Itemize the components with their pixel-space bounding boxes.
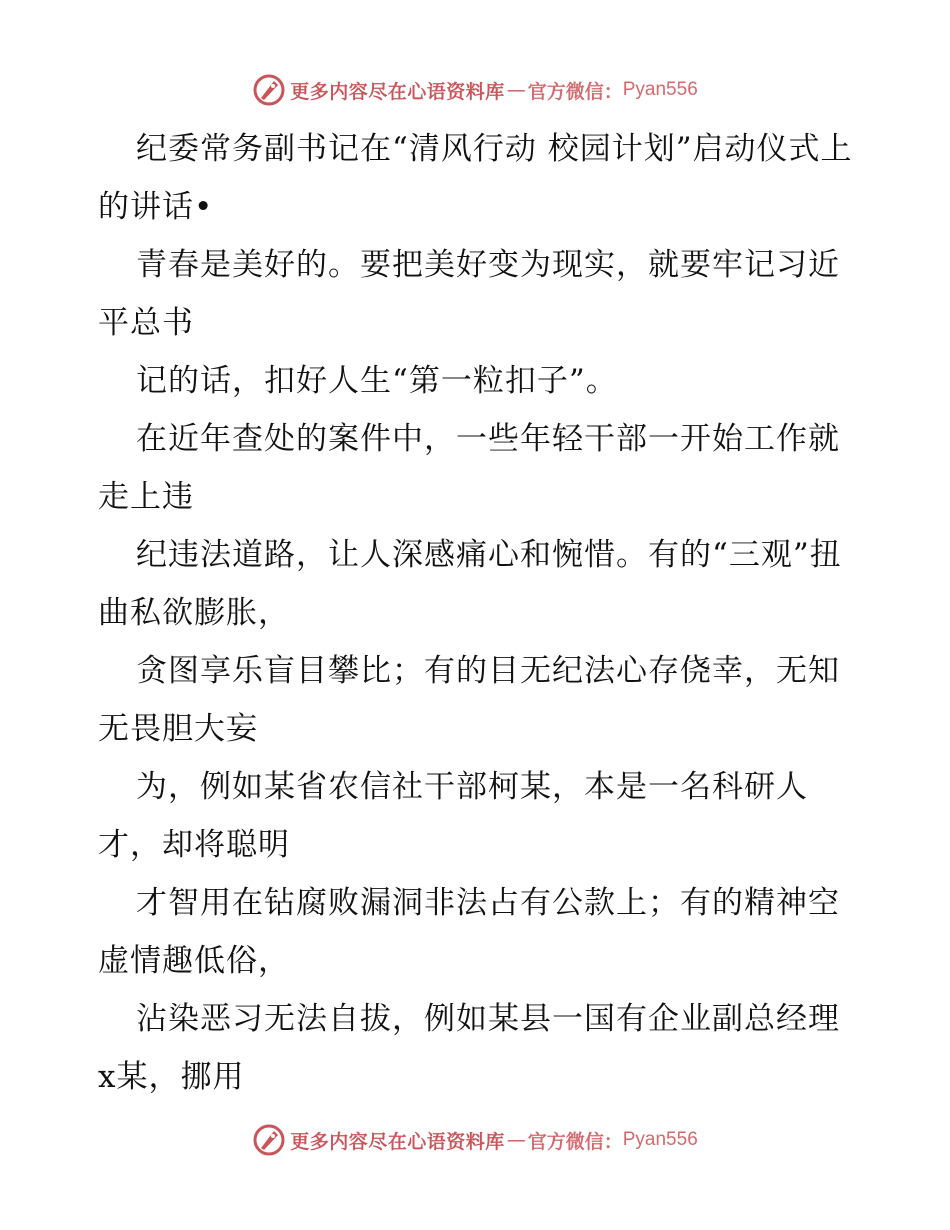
pen-nib-circle-icon bbox=[252, 1123, 286, 1157]
document-paragraph: 才智用在钻腐败漏洞非法占有公款上；有的精神空虚情趣低俗， bbox=[98, 885, 840, 979]
header-contact-label: 官方微信： bbox=[527, 80, 623, 103]
header-banner bbox=[0, 70, 950, 110]
document-paragraph: 贪图享乐盲目攀比；有的目无纪法心存侥幸，无知无畏胆大妄 bbox=[98, 653, 840, 747]
document-paragraph: 在近年查处的案件中，一些年轻干部一开始工作就走上违 bbox=[98, 421, 840, 515]
document-title-paragraph: 纪委常务副书记在“清风行动 校园计划”启动仪式上的讲话• bbox=[98, 131, 853, 225]
header-contact-id: Pyan556 bbox=[622, 79, 698, 100]
header-banner-separator: — bbox=[506, 79, 526, 101]
document-paragraph: 为，例如某省农信社干部柯某，本是一名科研人才，却将聪明 bbox=[98, 769, 808, 863]
footer-banner bbox=[0, 1120, 950, 1160]
document-paragraph: 记的话，扣好人生“第一粒扣子”。 bbox=[136, 363, 618, 399]
footer-contact-label: 官方微信： bbox=[527, 1130, 623, 1153]
document-paragraph: 青春是美好的。要把美好变为现实，就要牢记习近平总书 bbox=[98, 247, 840, 341]
footer-banner-text: 更多内容尽在心语资料库 bbox=[290, 1130, 505, 1153]
pen-nib-circle-icon bbox=[252, 73, 286, 107]
footer-banner-separator: — bbox=[506, 1129, 526, 1151]
footer-contact-id: Pyan556 bbox=[622, 1129, 698, 1150]
document-paragraph: 纪违法道路，让人深感痛心和惋惜。有的“三观”扭曲私欲膨胀， bbox=[98, 537, 842, 631]
document-body bbox=[98, 120, 858, 1106]
header-banner-text: 更多内容尽在心语资料库 bbox=[290, 80, 505, 103]
document-paragraph: 沾染恶习无法自拔，例如某县一国有企业副总经理 x某，挪用 bbox=[98, 1001, 840, 1095]
